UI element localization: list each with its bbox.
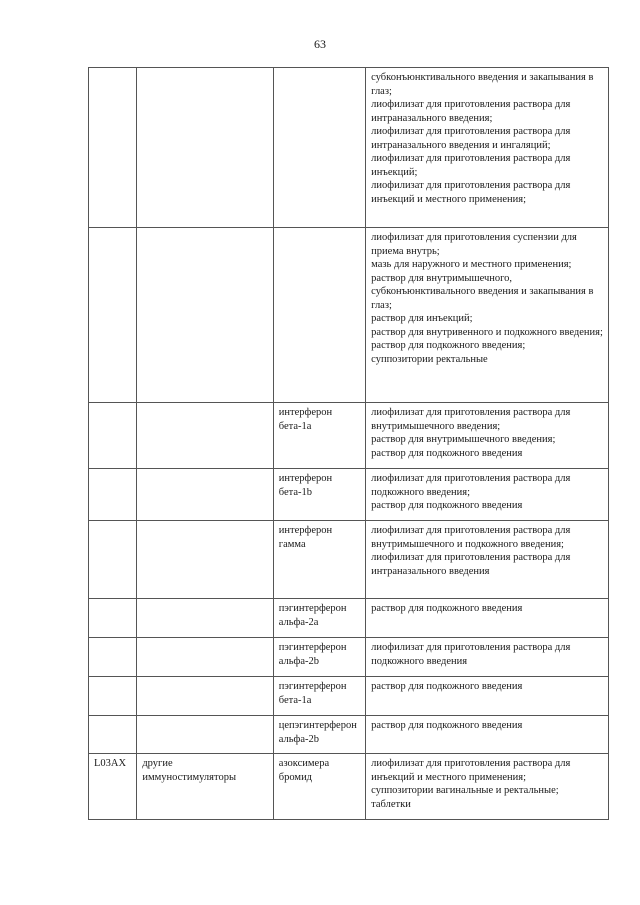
group-cell	[137, 521, 273, 599]
drug-name-cell	[273, 68, 365, 228]
dosage-form: лиофилизат для приготовления суспензии для приема внутрь;	[371, 232, 577, 257]
dosage-form: лиофилизат для приготовления раствора для инъекций;	[371, 153, 571, 178]
dosage-form: таблетки	[371, 798, 411, 810]
dosage-form: раствор для подкожного введения	[371, 681, 523, 692]
table-row	[89, 754, 609, 820]
dosage-form: лиофилизат для приготовления раствора для интраназального введения;	[371, 99, 571, 124]
atc-code-cell	[89, 521, 137, 599]
dosage-forms-cell	[366, 469, 609, 521]
page-number: 63	[314, 37, 326, 51]
dosage-forms-cell	[366, 638, 609, 677]
dosage-form: лиофилизат для приготовления раствора для внутримышечного введения;	[371, 407, 571, 432]
group-cell: другие иммуностимуляторы	[137, 754, 273, 820]
atc-code-cell	[89, 228, 137, 403]
atc-code-cell	[89, 469, 137, 521]
dosage-form: лиофилизат для приготовления раствора для инъекций и местного применения;	[371, 758, 571, 783]
atc-code-cell	[89, 403, 137, 469]
group-cell	[137, 638, 273, 677]
group-cell	[137, 68, 273, 228]
drug-name-cell: пэгинтерферон бета-1a	[273, 677, 365, 716]
dosage-form: раствор для инъекций;	[371, 313, 473, 324]
dosage-forms-cell	[366, 228, 609, 403]
atc-code-cell	[89, 677, 137, 716]
table-row	[89, 716, 609, 754]
dosage-form: лиофилизат для приготовления раствора для подкожного введения	[371, 642, 571, 667]
drug-name-cell: пэгинтерферон альфа-2b	[273, 638, 365, 677]
dosage-form: субконъюнктивального введения и закапывания в глаз;	[371, 72, 594, 97]
dosage-form: раствор для подкожного введения;	[371, 340, 526, 351]
dosage-forms-cell	[366, 403, 609, 469]
dosage-form: мазь для наружного и местного применения;	[371, 259, 572, 270]
group-cell	[137, 677, 273, 716]
group-cell	[137, 469, 273, 521]
dosage-form: лиофилизат для приготовления раствора для интраназального введения и ингаляций;	[371, 126, 571, 151]
dosage-form: лиофилизат для приготовления раствора для внутримышечного и подкожного введения;	[371, 525, 571, 550]
atc-code-cell	[89, 638, 137, 677]
table-row	[89, 68, 609, 228]
group-cell	[137, 599, 273, 638]
dosage-forms-cell	[366, 677, 609, 716]
dosage-form: раствор для внутривенного и подкожного введения;	[371, 326, 603, 338]
dosage-form: раствор для внутримышечного введения;	[371, 434, 556, 445]
dosage-forms-cell	[366, 521, 609, 599]
dosage-form: лиофилизат для приготовления раствора для подкожного введения;	[371, 473, 571, 498]
dosage-form: лиофилизат для приготовления раствора для интраназального введения	[371, 552, 571, 577]
drug-name-cell: интерферон гамма	[273, 521, 365, 599]
table-row	[89, 677, 609, 716]
table-row	[89, 403, 609, 469]
drug-name-cell: пэгинтерферон альфа-2a	[273, 599, 365, 638]
drug-name-cell: цепэгинтерферон альфа-2b	[273, 716, 365, 754]
table-row	[89, 521, 609, 599]
dosage-forms-cell	[366, 599, 609, 638]
atc-code-cell	[89, 68, 137, 228]
dosage-form: суппозитории ректальные	[371, 353, 488, 365]
atc-code-cell: L03AX	[89, 754, 137, 820]
group-cell	[137, 403, 273, 469]
dosage-form: лиофилизат для приготовления раствора для инъекций и местного применения;	[371, 180, 571, 205]
dosage-form: суппозитории вагинальные и ректальные;	[371, 785, 559, 796]
medication-table	[88, 67, 609, 820]
dosage-form: раствор для внутримышечного, субконъюнктивального введения и закапывания в глаз;	[371, 272, 594, 311]
dosage-form: раствор для подкожного введения	[371, 603, 523, 614]
dosage-forms-cell	[366, 716, 609, 754]
dosage-form: раствор для подкожного введения	[371, 447, 523, 459]
drug-name-cell	[273, 228, 365, 403]
group-cell	[137, 228, 273, 403]
atc-code-cell	[89, 716, 137, 754]
drug-name-cell: интерферон бета-1b	[273, 469, 365, 521]
dosage-form: раствор для подкожного введения	[371, 500, 523, 511]
group-cell	[137, 716, 273, 754]
dosage-form: раствор для подкожного введения	[371, 720, 523, 731]
drug-name-cell: азоксимера бромид	[273, 754, 365, 820]
table-row	[89, 638, 609, 677]
table-row	[89, 228, 609, 403]
dosage-forms-cell	[366, 754, 609, 820]
dosage-forms-cell	[366, 68, 609, 228]
drug-name-cell: интерферон бета-1a	[273, 403, 365, 469]
table-row	[89, 469, 609, 521]
table-row	[89, 599, 609, 638]
atc-code-cell	[89, 599, 137, 638]
